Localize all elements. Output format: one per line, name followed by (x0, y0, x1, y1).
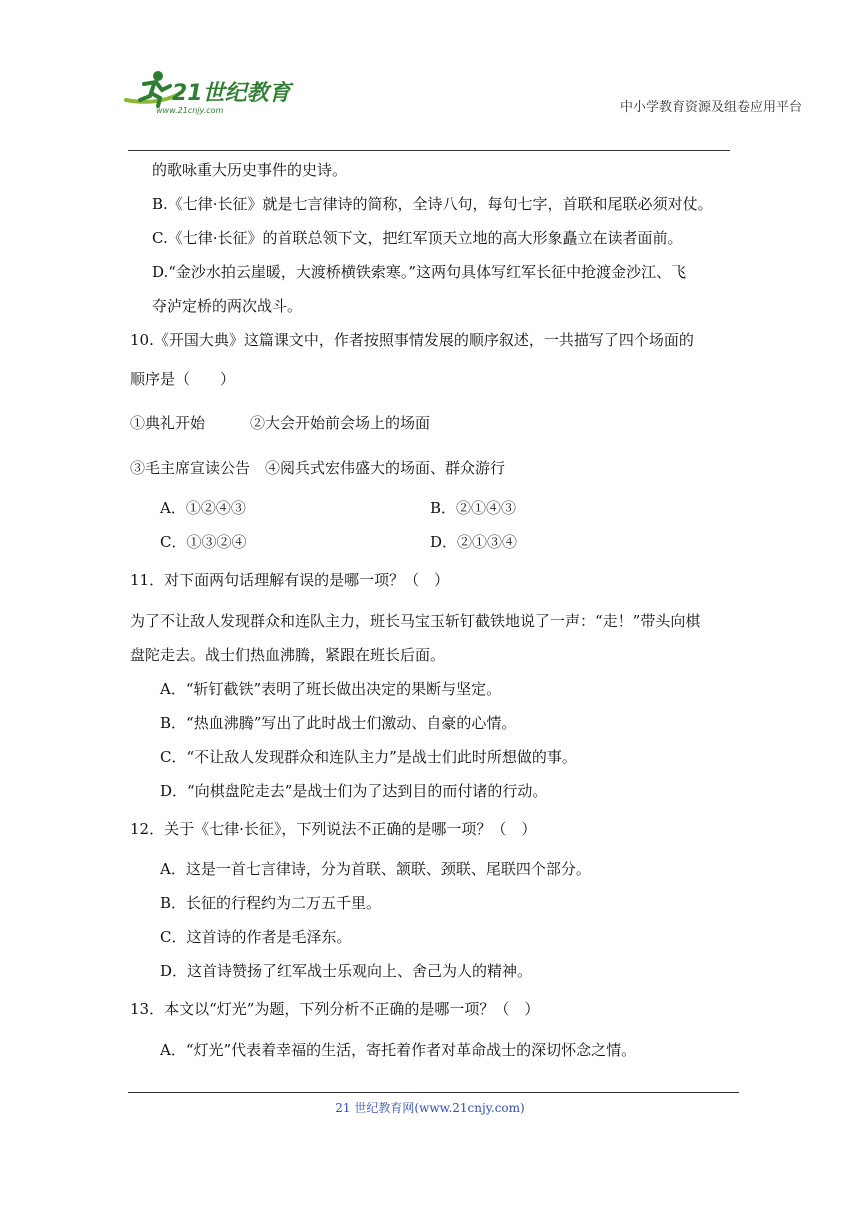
option-c-line: C.《七律·长征》的首联总领下文，把红军顶天立地的高大形象矗立在读者面前。 (152, 229, 683, 247)
question-11: 11．对下面两句话理解有误的是哪一项？（ ） (130, 571, 450, 589)
option-c: C．“不让敌人发现群众和连队主力”是战士们此时所想做的事。 (160, 748, 577, 766)
header-divider (128, 150, 730, 151)
site-logo (120, 66, 300, 118)
runner-logo-icon (120, 66, 300, 118)
question-11-passage: 为了不让敌人发现群众和连队主力，班长马宝玉斩钉截铁地说了一声：“走！”带头向棋 (130, 612, 701, 630)
header-tagline: 中小学教育资源及组卷应用平台 (619, 100, 802, 115)
logo-text: 21世纪教育 (172, 81, 291, 106)
footer-divider (128, 1092, 739, 1093)
option-b: B．②①④③ (430, 499, 517, 517)
option-a: A．“斩钉截铁”表明了班长做出决定的果断与坚定。 (160, 680, 502, 698)
text-line: 夺泸定桥的两次战斗。 (152, 297, 303, 315)
question-10-items-2: ③毛主席宣读公告 ④阅兵式宏伟盛大的场面、群众游行 (130, 459, 506, 477)
question-10-cont: 顺序是（ ） (130, 370, 236, 388)
option-c: C．①③②④ (160, 533, 247, 551)
option-d: D．“向棋盘陀走去”是战士们为了达到目的而付诸的行动。 (160, 782, 548, 800)
question-10: 10.《开国大典》这篇课文中，作者按照事情发展的顺序叙述，一共描写了四个场面的 (130, 331, 694, 349)
option-d: D．②①③④ (430, 533, 518, 551)
option-d: D．这首诗赞扬了红军战士乐观向上、舍己为人的精神。 (160, 962, 533, 980)
option-b: B．长征的行程约为二万五千里。 (160, 894, 382, 912)
question-10-options-row1 (160, 498, 516, 518)
option-c: C．这首诗的作者是毛泽东。 (160, 928, 352, 946)
logo-url: www.21cnjy.com (156, 106, 224, 115)
text-line: 的歌咏重大历史事件的史诗。 (152, 161, 348, 179)
question-12: 12．关于《七律·长征》，下列说法不正确的是哪一项？（ ） (130, 820, 537, 838)
question-11-passage-cont: 盘陀走去。战士们热血沸腾，紧跟在班长后面。 (130, 646, 446, 664)
question-13: 13．本文以“灯光”为题，下列分析不正确的是哪一项？（ ） (130, 1000, 540, 1018)
option-a: A．“灯光”代表着幸福的生活，寄托着作者对革命战士的深切怀念之情。 (160, 1041, 637, 1059)
option-d-line: D.“金沙水拍云崖暖，大渡桥横铁索寒。”这两句具体写红军长征中抢渡金沙江、飞 (152, 263, 687, 281)
footer-link[interactable]: 21 世纪教育网(www.21cnjy.com) (335, 1101, 525, 1115)
option-a: A．这是一首七言律诗，分为首联、颔联、颈联、尾联四个部分。 (160, 860, 591, 878)
option-b-line: B.《七律·长征》就是七言律诗的简称，全诗八句，每句七字，首联和尾联必须对仗。 (152, 195, 713, 213)
option-b: B．“热血沸腾”写出了此时战士们激动、自豪的心情。 (160, 714, 517, 732)
question-10-options-row2 (160, 532, 517, 552)
option-a: A．①②④③ (160, 499, 246, 517)
question-10-items-1: ①典礼开始 ②大会开始前会场上的场面 (130, 414, 431, 432)
